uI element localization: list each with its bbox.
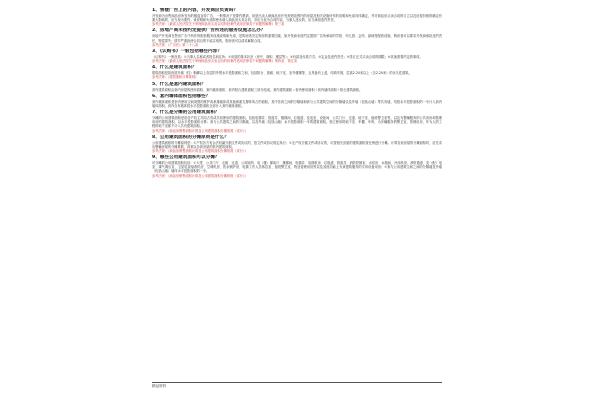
question-heading: 7、什么是分摊的公用建筑面积？ — [152, 110, 220, 116]
reference-note: 参考法规：《商品房销售面积计算及公用建筑面积分摊规则（试行）》 — [152, 128, 248, 133]
question-heading: 4、什么是建筑面积？ — [152, 65, 197, 71]
answer-paragraph: 可分摊的公用建筑面积包括：①大堂、公共门厅、走廊、过道、公用厕所、电（楼）梯前厅、楼梯间、电梯井、电梯机房、垃圾道、管道井、消防控制室、水泵房、水箱间、冷冻机房、消防通道、变（配）电室、煤气调压室、卫星电视接收机房、空调机房、热水锅炉房、电梯工作人员休息室、值班警卫室、物业管理用房等以及其他功能上为该建筑服务的专用设备用房；②套与公用建筑空间之间的分隔墙及外墙（包括山墙）墙体水平投影面积的一半。 — [152, 161, 442, 174]
answer-paragraph: 公用建筑面积的分摊原则是：①产权各方有合法权属分割文件或协议的，按文件或协议规定执行；②无产权分割文件或协议的，可按相关房屋的建筑面积按比例进行分摊。计算各套房屋的分摊面积时，应先求出整幢房屋的分摊系数，再乘以各套房屋的套内建筑面积。 — [152, 140, 442, 149]
question-heading: 3、《认购书》一般包括哪些内容？ — [152, 48, 222, 54]
answer-paragraph: 开发商为出售商品房所发布的楼盘宣传广告，一般情况下是要约邀请，但是出卖人就商品房开发规划范围内的房屋及相关设施所作的说明和允诺具体确定，并对商品房买卖合同的订立以及房屋价格的确定有重大影响的，应当视为要约。该说明和允诺即使未载入商品房买卖合同，亦应当视为合同内容，当事人违反的，应当承担违约责任。 — [152, 14, 442, 23]
question-heading: 2、房地产商未按约定提供广告所述的服务设施怎么办？ — [152, 28, 266, 34]
qa-block — [152, 8, 442, 26]
answer-paragraph: 分摊的公用建筑面积是指各产权主共同占有或共同使用的建筑面积。包括电梯井、管道井、楼梯间、垃圾道、变电室、设备间、公共门厅、过道、地下室、值班警卫室等，以及为整幢服务的公共用房和管理用房的建筑面积，以水平投影面积计算；套与公共建筑之间的分隔墙，以及外墙（包括山墙）水平投影面积一半的建筑面积。独立使用的地下室、车棚、车库，为多幢服务的警卫室、管理用房，作为人防工程的地下室都不计入共有建筑面积。 — [152, 116, 442, 129]
qa-block — [152, 110, 442, 133]
answer-paragraph: 套内建筑面积由套内房屋的使用面积、套内墙体面积、套内阳台建筑面积三部分组成。套内建筑面积＝套内使用面积＋套内墙体面积＋阳台建筑面积。 — [152, 87, 363, 92]
qa-block — [152, 135, 442, 153]
question-heading: 1、售楼广告上的内容，开发商应负责吗？ — [152, 8, 238, 13]
answer-paragraph: 《认购书》一般包括：①当事人名称或者姓名和住所；②房屋的基本状况（房号、面积、楼层等）；③价款及付款方式；④定金及违约责任；⑤签订正式买卖合同的期限；⑥其他需要约定的事项。 — [152, 54, 423, 59]
answer-paragraph: 建筑面积是指房屋外墙（柱）勒脚以上各层的外围水平投影面积之和，包括阳台、挑廊、地下室、室外楼梯等，且具备有上盖，结构牢固，层高2.20米以上（含2.20米）的永久性建筑。 — [152, 71, 412, 76]
answer-paragraph: 套内墙体面积是套内使用空间周围的维护或承重墙体或其他承重支撑体所占的面积，其中各套之间的分隔墙和套与公共建筑空间的分隔墙以及外墙（包括山墙）等共有墙，均按水平投影面积的一半计入套内墙体面积。套内自有墙体按水平投影面积全部计入套内墙体面积。 — [152, 99, 442, 108]
document-content — [152, 8, 442, 178]
answer-paragraph: 房地产开发商在售房广告中所作的配套服务设施说明和允诺，是购房者决定购房的重要因素，如开发商未按约定提供广告所承诺的学校、幼儿园、会所、绿地等配套设施，购房者可以要求开发商承担违约责任，赔偿损失；情节严重致使合同目的不能实现的，购房者可以请求解除合同。 — [152, 34, 442, 43]
qa-block — [152, 28, 442, 46]
question-heading: 9、哪些公用建筑面积可以分摊？ — [152, 155, 220, 161]
reference-note: 参考法规：《建筑面积计算规则》 — [152, 75, 199, 80]
qa-block — [152, 65, 442, 79]
reference-note: 参考法规：《广告法》第二十八条 — [152, 42, 199, 47]
reference-note: 参考法规：《商品房销售面积计算及公用建筑面积分摊规则（试行）》 — [152, 148, 248, 153]
qa-block — [152, 94, 442, 108]
reference-note: 参考法规：《最高人民法院关于审理商品房买卖合同纠纷案件适用法律若干问题的解释》第四条、第五条 — [152, 59, 298, 64]
qa-block — [152, 49, 442, 63]
page-footer — [152, 382, 442, 390]
document-page — [152, 8, 442, 392]
footer-text: 精品资料 — [152, 384, 167, 388]
qa-block — [152, 82, 442, 92]
reference-note: 参考法规：《最高人民法院关于审理商品房买卖合同纠纷案件适用法律若干问题的解释》第三条 — [152, 22, 285, 27]
question-heading: 8、公用建筑面积的分摊原则是什么？ — [152, 134, 229, 140]
question-heading: 6、套内墙体面积包括哪些？ — [152, 93, 211, 99]
qa-block — [152, 155, 442, 178]
question-heading: 5、什么是套内建筑面积？ — [152, 81, 206, 87]
reference-note: 参考法规：《商品房销售面积计算及公用建筑面积分摊规则（试行）》 — [152, 173, 248, 178]
